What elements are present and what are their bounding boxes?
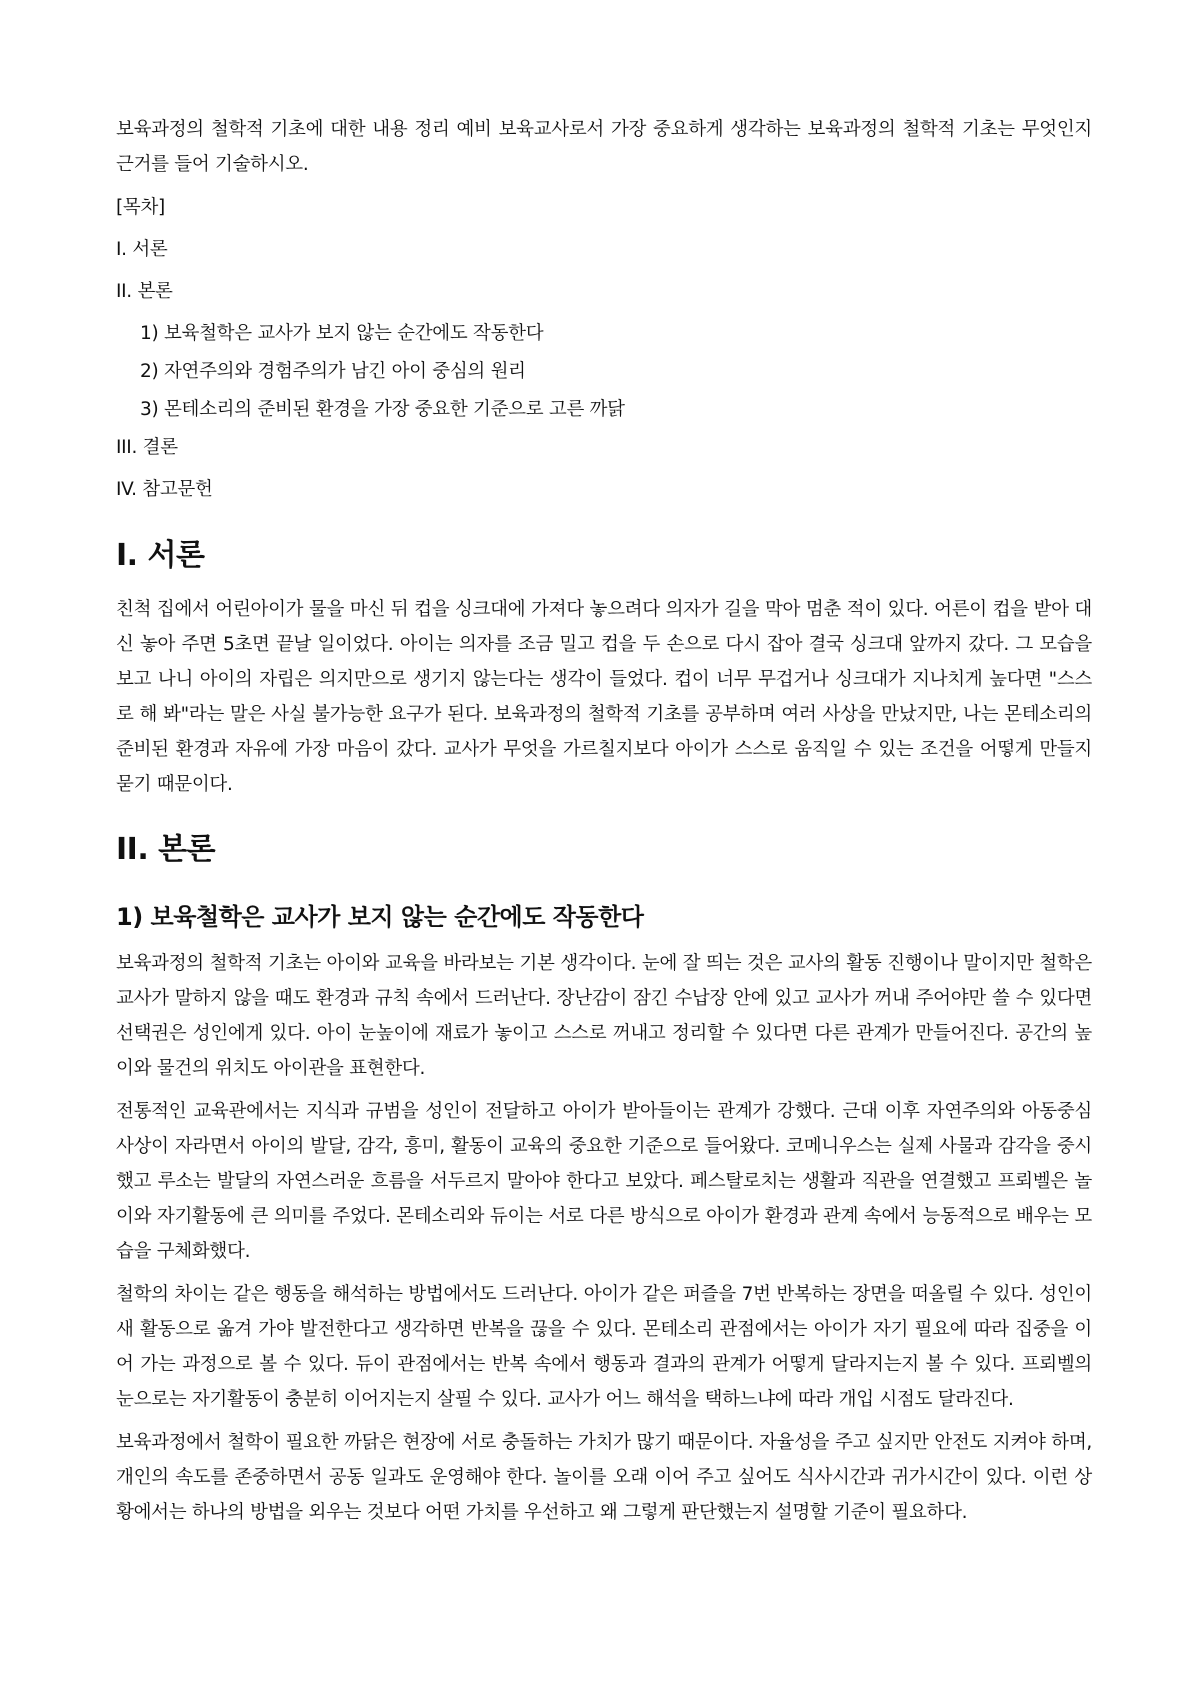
toc-item-body: II. 본론 — [116, 281, 173, 302]
assignment-question: 보육과정의 철학적 기초에 대한 내용 정리 예비 보육교사로서 가장 중요하게 생각하는 보육과정의 철학적 기초는 무엇인지 근거를 들어 기술하시오. — [116, 119, 1092, 175]
table-of-contents — [116, 190, 1092, 508]
toc-subitem-3: 3) 몬테소리의 준비된 환경을 가장 중요한 기준으로 고른 까닭 — [140, 399, 625, 420]
subsection-heading-1: 1) 보육철학은 교사가 보지 않는 순간에도 작동한다 — [116, 903, 644, 931]
toc-subitem-1: 1) 보육철학은 교사가 보지 않는 순간에도 작동한다 — [140, 323, 544, 344]
document-page — [116, 112, 1092, 1538]
toc-subitem-2: 2) 자연주의와 경험주의가 남긴 아이 중심의 원리 — [140, 361, 526, 382]
intro-paragraph: 친척 집에서 어린아이가 물을 마신 뒤 컵을 싱크대에 가져다 놓으려다 의자가 길을 막아 멈춘 적이 있다. 어른이 컵을 받아 대신 놓아 주면 5초면 끝날 일이었다. 아이는 의자를 조금 밀고 컵을 두 손으로 다시 잡아 결국 싱크대 앞까지 갔다. 그 모습을 보고 나니 아이의 자립은 의지만으로 생기지 않는다는 생각이 들었다. 컵이 너무 무겁거나 싱크대가 지나치게 높다면 "스스로 해 봐"라는 말은 사실 불가능한 요구가 된다. 보육과정의 철학적 기초를 공부하며 여러 사상을 만났지만, 나는 몬테소리의 준비된 환경과 자유에 가장 마음이 갔다. 교사가 무엇을 가르칠지보다 아이가 스스로 움직일 수 있는 조건을 어떻게 만들지 묻기 때문이다. — [116, 599, 1092, 795]
toc-item-references: IV. 참고문헌 — [116, 479, 213, 500]
toc-item-conclusion: III. 결론 — [116, 437, 178, 458]
section-heading-body: II. 본론 — [116, 832, 216, 867]
body-paragraph: 철학의 차이는 같은 행동을 해석하는 방법에서도 드러난다. 아이가 같은 퍼즐을 7번 반복하는 장면을 떠올릴 수 있다. 성인이 새 활동으로 옮겨 가야 발전한다고 생각하면 반복을 끊을 수 있다. 몬테소리 관점에서는 아이가 자기 필요에 따라 집중을 이어 가는 과정으로 볼 수 있다. 듀이 관점에서는 반복 속에서 행동과 결과의 관계가 어떻게 달라지는지 볼 수 있다. 프뢰벨의 눈으로는 자기활동이 충분히 이어지는지 살필 수 있다. 교사가 어느 해석을 택하느냐에 따라 개입 시점도 달라진다. — [116, 1284, 1092, 1410]
body-paragraph: 전통적인 교육관에서는 지식과 규범을 성인이 전달하고 아이가 받아들이는 관계가 강했다. 근대 이후 자연주의와 아동중심 사상이 자라면서 아이의 발달, 감각, 흥미, 활동이 교육의 중요한 기준으로 들어왔다. 코메니우스는 실제 사물과 감각을 중시했고 루소는 발달의 자연스러운 흐름을 서두르지 말아야 한다고 보았다. 페스탈로치는 생활과 직관을 연결했고 프뢰벨은 놀이와 자기활동에 큰 의미를 주었다. 몬테소리와 듀이는 서로 다른 방식으로 아이가 환경과 관계 속에서 능동적으로 배우는 모습을 구체화했다. — [116, 1101, 1092, 1262]
section-heading-intro: I. 서론 — [116, 538, 205, 573]
body-paragraph: 보육과정에서 철학이 필요한 까닭은 현장에 서로 충돌하는 가치가 많기 때문이다. 자율성을 주고 싶지만 안전도 지켜야 하며, 개인의 속도를 존중하면서 공동 일과도 운영해야 한다. 놀이를 오래 이어 주고 싶어도 식사시간과 귀가시간이 있다. 이런 상황에서는 하나의 방법을 외우는 것보다 어떤 가치를 우선하고 왜 그렇게 판단했는지 설명할 기준이 필요하다. — [116, 1432, 1092, 1523]
body-paragraph: 보육과정의 철학적 기초는 아이와 교육을 바라보는 기본 생각이다. 눈에 잘 띄는 것은 교사의 활동 진행이나 말이지만 철학은 교사가 말하지 않을 때도 환경과 규칙 속에서 드러난다. 장난감이 잠긴 수납장 안에 있고 교사가 꺼내 주어야만 쓸 수 있다면 선택권은 성인에게 있다. 아이 눈높이에 재료가 놓이고 스스로 꺼내고 정리할 수 있다면 다른 관계가 만들어진다. 공간의 높이와 물건의 위치도 아이관을 표현한다. — [116, 953, 1092, 1079]
toc-item-intro: I. 서론 — [116, 239, 168, 260]
toc-label: [목차] — [116, 197, 165, 218]
